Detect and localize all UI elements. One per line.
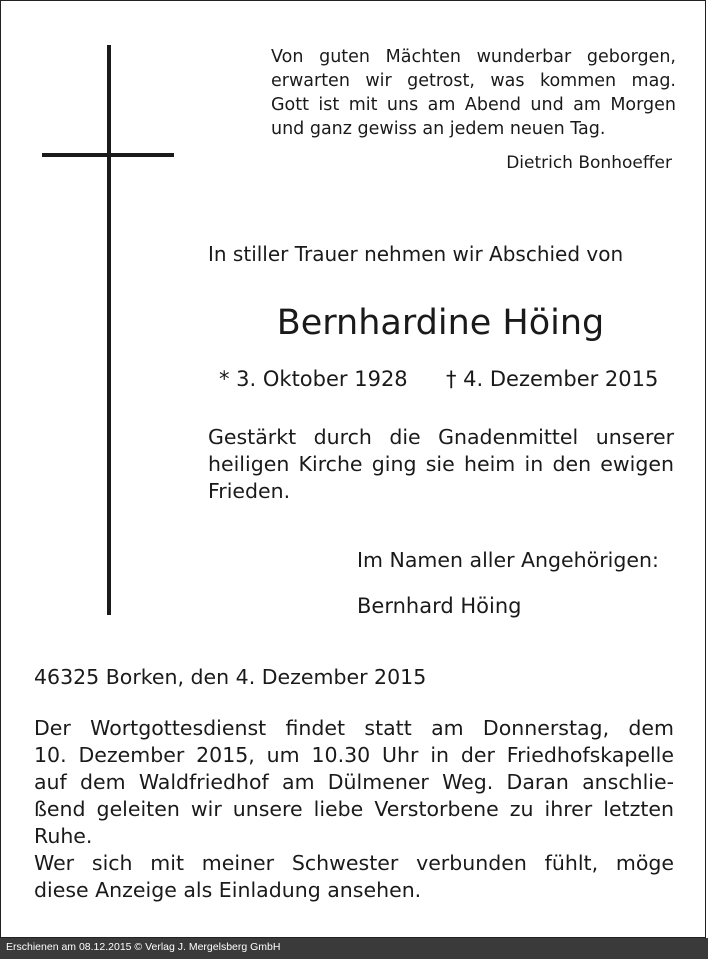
body-line: 10. Dezember 2015, um 10.30 Uhr in der Friedhofskapelle: [34, 743, 674, 767]
cross-horizontal-beam: [42, 153, 174, 157]
poem-author: Dietrich Bonhoeffer: [506, 153, 672, 173]
poem: [271, 45, 676, 141]
faith-line: heiligen Kirche ging sie heim in den ewigen: [208, 452, 674, 476]
publication-note: Erschienen am 08.12.2015 © Verlag J. Mergelsberg GmbH: [6, 941, 281, 953]
relatives-label: Im Namen aller Angehörigen:: [357, 548, 659, 572]
body-line: diese Anzeige als Einladung ansehen.: [34, 878, 422, 902]
place-date: 46325 Borken, den 4. Dezember 2015: [34, 665, 427, 689]
poem-line: und ganz gewiss an jedem neuen Tag.: [271, 119, 606, 139]
poem-line: erwarten wir getrost, was kommen mag.: [271, 71, 676, 91]
body-line: auf dem Waldfriedhof am Dülmener Weg. Daran anschlie-: [34, 770, 674, 794]
footer-bar: [0, 938, 708, 959]
faith-line: Frieden.: [208, 479, 291, 503]
poem-line: Gott ist mit uns am Abend und am Morgen: [271, 95, 676, 115]
intro-text: In stiller Trauer nehmen wir Abschied von: [208, 242, 624, 266]
body-line: Der Wortgottesdienst findet statt am Donnerstag, dem: [34, 716, 674, 740]
service-paragraph: [34, 715, 674, 904]
body-line: Wer sich mit meiner Schwester verbunden fühlt, möge: [34, 851, 674, 875]
birth-date: * 3. Oktober 1928: [219, 367, 408, 391]
faith-paragraph: [208, 424, 674, 505]
life-dates: [219, 367, 659, 391]
faith-line: Gestärkt durch die Gnadenmittel unserer: [208, 425, 674, 449]
body-line: Ruhe.: [34, 824, 93, 848]
signer-name: Bernhard Höing: [357, 594, 522, 618]
cross-vertical-beam: [107, 45, 111, 615]
deceased-name: Bernhardine Höing: [276, 303, 605, 343]
body-line: ßend geleiten wir unsere liebe Verstorbene zu ihrer letzten: [34, 797, 674, 821]
death-date: † 4. Dezember 2015: [446, 367, 659, 391]
poem-line: Von guten Mächten wunderbar geborgen,: [271, 47, 676, 67]
